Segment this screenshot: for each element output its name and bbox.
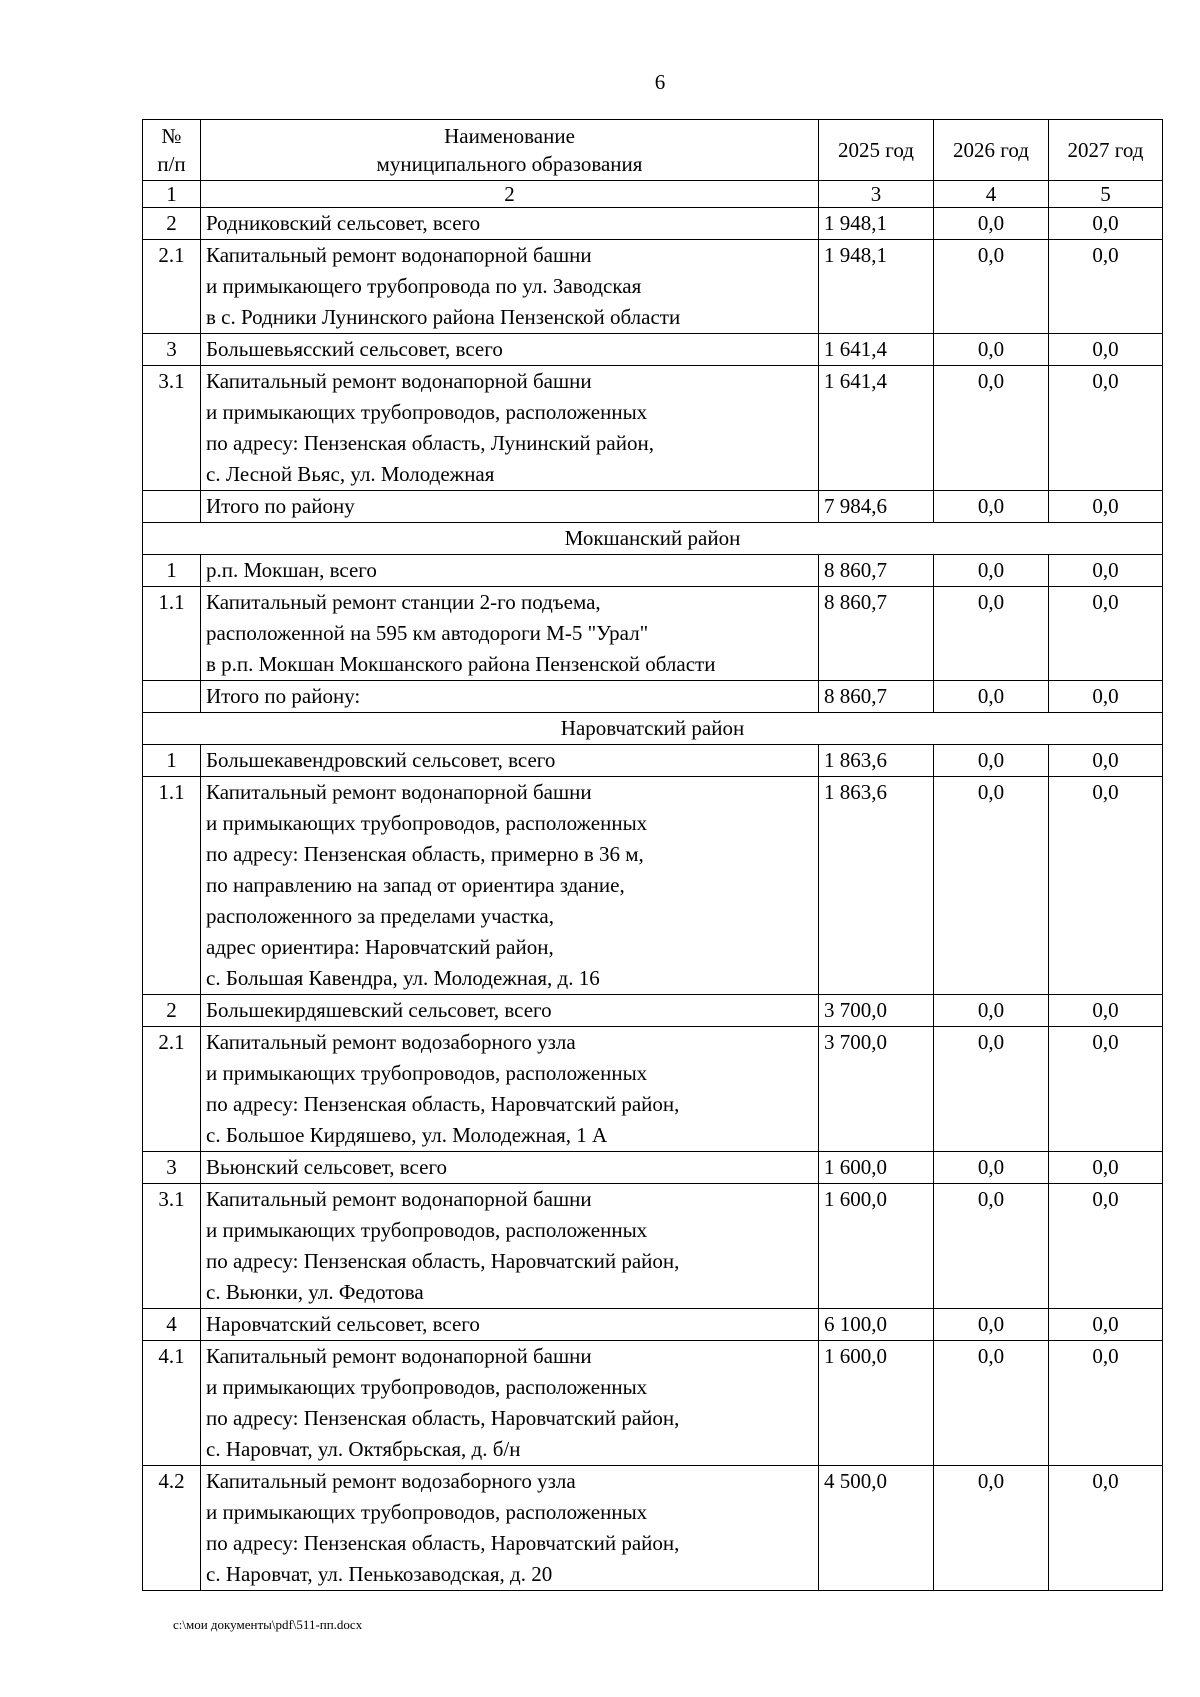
table-row <box>143 1466 1163 1591</box>
row-name-line: по адресу: Пензенская область, Наровчатский район, <box>206 1249 680 1273</box>
row-name-line: Итого по району <box>206 494 355 518</box>
value-2027: 0,0 <box>1049 208 1163 240</box>
table-row <box>143 334 1163 366</box>
row-name-line: и примыкающих трубопроводов, расположенных <box>206 811 648 835</box>
row-number: 1.1 <box>143 587 201 681</box>
row-name-line: Большекирдяшевский сельсовет, всего <box>206 998 552 1022</box>
row-name-line: Большевьясский сельсовет, всего <box>206 337 503 361</box>
table-row <box>143 1152 1163 1184</box>
table-row <box>143 1027 1163 1152</box>
row-number: 3 <box>143 1152 201 1184</box>
row-name-line: и примыкающих трубопроводов, расположенных <box>206 1061 648 1085</box>
row-name-line: Капитальный ремонт водонапорной башни <box>206 780 592 804</box>
value-2025: 1 863,6 <box>819 777 934 995</box>
value-2027: 0,0 <box>1049 1466 1163 1591</box>
section-header-row <box>143 713 1163 745</box>
value-2027: 0,0 <box>1049 366 1163 491</box>
value-2027: 0,0 <box>1049 995 1163 1027</box>
row-name-line: в с. Родники Лунинского района Пензенской области <box>206 305 681 329</box>
section-title: Наровчатский район <box>143 713 1163 745</box>
row-name-line: Итого по району: <box>206 684 361 708</box>
row-name-line: и примыкающих трубопроводов, расположенных <box>206 1218 648 1242</box>
value-2027: 0,0 <box>1049 1027 1163 1152</box>
row-name-line: с. Наровчат, ул. Октябрьская, д. б/н <box>206 1437 521 1461</box>
row-name-line: Капитальный ремонт водозаборного узла <box>206 1469 576 1493</box>
value-2025: 1 948,1 <box>819 240 934 334</box>
value-2025: 1 641,4 <box>819 334 934 366</box>
row-name-line: адрес ориентира: Наровчатский район, <box>206 935 554 959</box>
row-name <box>201 1341 819 1466</box>
row-name-line: и примыкающих трубопроводов, расположенных <box>206 1375 648 1399</box>
header-num: № п/п <box>143 120 201 181</box>
table-row <box>143 745 1163 777</box>
table-row <box>143 491 1163 523</box>
section-title: Мокшанский район <box>143 523 1163 555</box>
value-2025: 1 641,4 <box>819 366 934 491</box>
row-name-line: Вьюнский сельсовет, всего <box>206 1155 448 1179</box>
row-name <box>201 745 819 777</box>
table-row <box>143 681 1163 713</box>
row-name-line: и примыкающего трубопровода по ул. Заводская <box>206 274 642 298</box>
row-number: 1 <box>143 745 201 777</box>
row-name <box>201 208 819 240</box>
value-2026: 0,0 <box>934 681 1049 713</box>
value-2026: 0,0 <box>934 366 1049 491</box>
row-name-line: Капитальный ремонт водонапорной башни <box>206 243 592 267</box>
value-2027: 0,0 <box>1049 240 1163 334</box>
row-name <box>201 366 819 491</box>
table-header-row <box>143 120 1163 181</box>
row-name <box>201 491 819 523</box>
value-2025: 1 948,1 <box>819 208 934 240</box>
table-row <box>143 1184 1163 1309</box>
row-name <box>201 334 819 366</box>
row-number: 4.1 <box>143 1341 201 1466</box>
row-name <box>201 777 819 995</box>
value-2026: 0,0 <box>934 587 1049 681</box>
table-row <box>143 1341 1163 1466</box>
value-2025: 3 700,0 <box>819 995 934 1027</box>
row-name <box>201 995 819 1027</box>
row-name-line: Родниковский сельсовет, всего <box>206 211 481 235</box>
row-name <box>201 681 819 713</box>
value-2026: 0,0 <box>934 1184 1049 1309</box>
table-row <box>143 555 1163 587</box>
table-row <box>143 366 1163 491</box>
value-2026: 0,0 <box>934 240 1049 334</box>
row-number: 2.1 <box>143 1027 201 1152</box>
row-name <box>201 1184 819 1309</box>
value-2026: 0,0 <box>934 745 1049 777</box>
row-number: 2.1 <box>143 240 201 334</box>
row-name-line: Наровчатский сельсовет, всего <box>206 1312 480 1336</box>
row-name-line: с. Наровчат, ул. Пенькозаводская, д. 20 <box>206 1562 553 1586</box>
value-2026: 0,0 <box>934 1309 1049 1341</box>
row-name <box>201 555 819 587</box>
table-row <box>143 208 1163 240</box>
row-name-line: по направлению на запад от ориентира здание, <box>206 873 625 897</box>
value-2025: 4 500,0 <box>819 1466 934 1591</box>
row-name-line: р.п. Мокшан, всего <box>206 558 377 582</box>
column-number: 1 <box>143 181 201 208</box>
row-name-line: с. Большая Кавендра, ул. Молодежная, д. 16 <box>206 966 600 990</box>
column-number: 4 <box>934 181 1049 208</box>
column-number-row <box>143 181 1163 208</box>
table-row <box>143 777 1163 995</box>
header-2025: 2025 год <box>819 120 934 181</box>
row-number: 3.1 <box>143 366 201 491</box>
value-2027: 0,0 <box>1049 1152 1163 1184</box>
row-name-line: с. Вьюнки, ул. Федотова <box>206 1280 424 1304</box>
row-name-line: по адресу: Пензенская область, Наровчатский район, <box>206 1531 680 1555</box>
value-2026: 0,0 <box>934 995 1049 1027</box>
value-2025: 1 600,0 <box>819 1152 934 1184</box>
row-number: 2 <box>143 995 201 1027</box>
page-number: 6 <box>654 70 666 94</box>
footer-file-path: c:\мои документы\pdf\511-пп.docx <box>173 1617 363 1632</box>
row-number: 1 <box>143 555 201 587</box>
value-2025: 3 700,0 <box>819 1027 934 1152</box>
value-2025: 8 860,7 <box>819 681 934 713</box>
row-number: 3.1 <box>143 1184 201 1309</box>
budget-table <box>142 119 1163 1591</box>
column-number: 5 <box>1049 181 1163 208</box>
table-row <box>143 240 1163 334</box>
row-name-line: по адресу: Пензенская область, Лунинский район, <box>206 431 654 455</box>
row-number: 1.1 <box>143 777 201 995</box>
value-2027: 0,0 <box>1049 777 1163 995</box>
row-number <box>143 681 201 713</box>
value-2025: 1 863,6 <box>819 745 934 777</box>
value-2027: 0,0 <box>1049 334 1163 366</box>
row-name-line: по адресу: Пензенская область, Наровчатский район, <box>206 1092 680 1116</box>
row-number <box>143 491 201 523</box>
row-name <box>201 1152 819 1184</box>
header-2026: 2026 год <box>934 120 1049 181</box>
value-2026: 0,0 <box>934 334 1049 366</box>
value-2027: 0,0 <box>1049 555 1163 587</box>
value-2027: 0,0 <box>1049 1309 1163 1341</box>
row-name-line: по адресу: Пензенская область, Наровчатский район, <box>206 1406 680 1430</box>
value-2026: 0,0 <box>934 555 1049 587</box>
value-2027: 0,0 <box>1049 745 1163 777</box>
value-2025: 1 600,0 <box>819 1184 934 1309</box>
table-row <box>143 995 1163 1027</box>
row-name-line: по адресу: Пензенская область, примерно в 36 м, <box>206 842 644 866</box>
row-name-line: Капитальный ремонт станции 2-го подъема, <box>206 590 601 614</box>
value-2027: 0,0 <box>1049 491 1163 523</box>
value-2026: 0,0 <box>934 1152 1049 1184</box>
row-name-line: и примыкающих трубопроводов, расположенных <box>206 1500 648 1524</box>
row-name <box>201 1027 819 1152</box>
header-2027: 2027 год <box>1049 120 1163 181</box>
value-2025: 7 984,6 <box>819 491 934 523</box>
value-2027: 0,0 <box>1049 587 1163 681</box>
row-number: 3 <box>143 334 201 366</box>
row-name <box>201 1466 819 1591</box>
table-row <box>143 587 1163 681</box>
table-row <box>143 1309 1163 1341</box>
value-2027: 0,0 <box>1049 1341 1163 1466</box>
section-header-row <box>143 523 1163 555</box>
row-name-line: Большекавендровский сельсовет, всего <box>206 748 556 772</box>
row-name-line: Капитальный ремонт водозаборного узла <box>206 1030 576 1054</box>
row-name-line: с. Большое Кирдяшево, ул. Молодежная, 1 А <box>206 1123 608 1147</box>
value-2027: 0,0 <box>1049 1184 1163 1309</box>
row-name-line: Капитальный ремонт водонапорной башни <box>206 1187 592 1211</box>
row-name-line: с. Лесной Вьяс, ул. Молодежная <box>206 462 495 486</box>
column-number: 3 <box>819 181 934 208</box>
row-name-line: расположенного за пределами участка, <box>206 904 554 928</box>
row-name-line: в р.п. Мокшан Мокшанского района Пензенской области <box>206 652 716 676</box>
row-name <box>201 587 819 681</box>
row-name-line: Капитальный ремонт водонапорной башни <box>206 1344 592 1368</box>
row-number: 4.2 <box>143 1466 201 1591</box>
value-2026: 0,0 <box>934 491 1049 523</box>
row-name <box>201 240 819 334</box>
column-number: 2 <box>201 181 819 208</box>
row-name-line: и примыкающих трубопроводов, расположенных <box>206 400 648 424</box>
value-2025: 8 860,7 <box>819 555 934 587</box>
row-name-line: Капитальный ремонт водонапорной башни <box>206 369 592 393</box>
value-2027: 0,0 <box>1049 681 1163 713</box>
value-2025: 8 860,7 <box>819 587 934 681</box>
value-2025: 6 100,0 <box>819 1309 934 1341</box>
row-number: 4 <box>143 1309 201 1341</box>
value-2025: 1 600,0 <box>819 1341 934 1466</box>
row-name <box>201 1309 819 1341</box>
value-2026: 0,0 <box>934 1466 1049 1591</box>
value-2026: 0,0 <box>934 208 1049 240</box>
value-2026: 0,0 <box>934 777 1049 995</box>
row-number: 2 <box>143 208 201 240</box>
row-name-line: расположенной на 595 км автодороги М-5 "Урал" <box>206 621 649 645</box>
value-2026: 0,0 <box>934 1027 1049 1152</box>
value-2026: 0,0 <box>934 1341 1049 1466</box>
header-name: Наименование муниципального образования <box>201 120 819 181</box>
